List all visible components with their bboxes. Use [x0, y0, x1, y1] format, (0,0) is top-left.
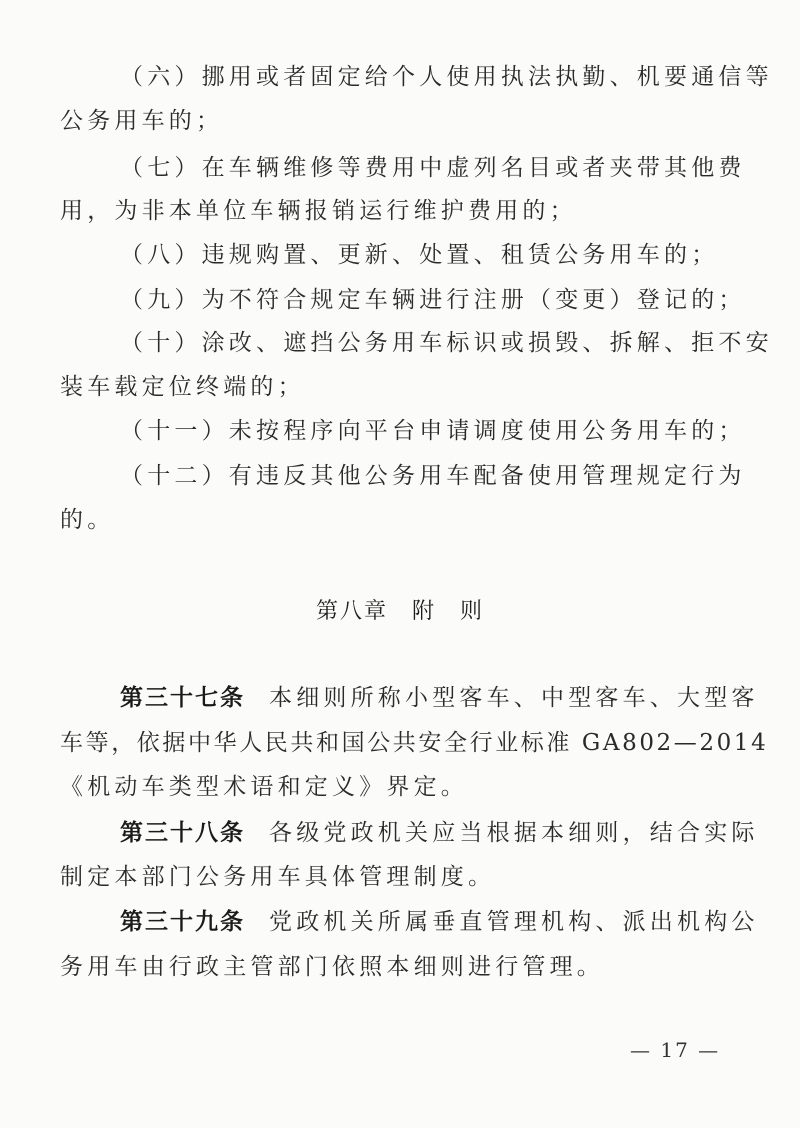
- article-37-text-1: 本细则所称小型客车、中型客车、大型客: [269, 685, 759, 711]
- item-12-line-2: 的。: [60, 507, 115, 533]
- item-7-line-1: （七）在车辆维修等费用中虚列名目或者夹带其他费: [120, 155, 746, 181]
- article-37-line-3: 《机动车类型术语和定义》界定。: [60, 774, 468, 800]
- item-10-line-1: （十）涂改、遮挡公务用车标识或损毁、拆解、拒不安: [120, 330, 773, 356]
- page-number: — 17 —: [630, 1038, 721, 1062]
- item-6-line-1: （六）挪用或者固定给个人使用执法执勤、机要通信等: [120, 64, 773, 90]
- article-37-line-2: 车等，依据中华人民共和国公共安全行业标准 GA802—2014: [60, 730, 769, 756]
- item-8-line-1: （八）违规购置、更新、处置、租赁公务用车的；: [120, 242, 719, 268]
- article-39-line-1: [120, 907, 759, 937]
- item-12-line-1: （十二）有违反其他公务用车配备使用管理规定行为: [120, 463, 746, 489]
- item-11-line-1: （十一）未按程序向平台申请调度使用公务用车的；: [120, 418, 746, 444]
- item-7-line-2: 用，为非本单位车辆报销运行维护费用的；: [60, 198, 577, 224]
- article-39-text-1: 党政机关所属垂直管理机构、派出机构公: [269, 909, 759, 935]
- article-39-heading: 第三十九条: [120, 909, 245, 935]
- item-6-line-2: 公务用车的；: [60, 108, 224, 134]
- article-37-line-1: [120, 683, 759, 713]
- chapter-number: 第八章: [315, 599, 388, 624]
- article-37-heading: 第三十七条: [120, 685, 245, 711]
- item-9-line-1: （九）为不符合规定车辆进行注册（变更）登记的；: [120, 287, 746, 313]
- chapter-title: 附 则: [412, 599, 485, 624]
- article-38-text-1: 各级党政机关应当根据本细则，结合实际: [269, 820, 759, 846]
- item-10-line-2: 装车载定位终端的；: [60, 374, 305, 400]
- article-39-line-2: 务用车由行政主管部门依照本细则进行管理。: [60, 954, 604, 980]
- article-38-heading: 第三十八条: [120, 820, 245, 846]
- article-38-line-1: [120, 818, 759, 848]
- chapter-heading: [0, 594, 800, 625]
- article-38-line-2: 制定本部门公务用车具体管理制度。: [60, 864, 496, 890]
